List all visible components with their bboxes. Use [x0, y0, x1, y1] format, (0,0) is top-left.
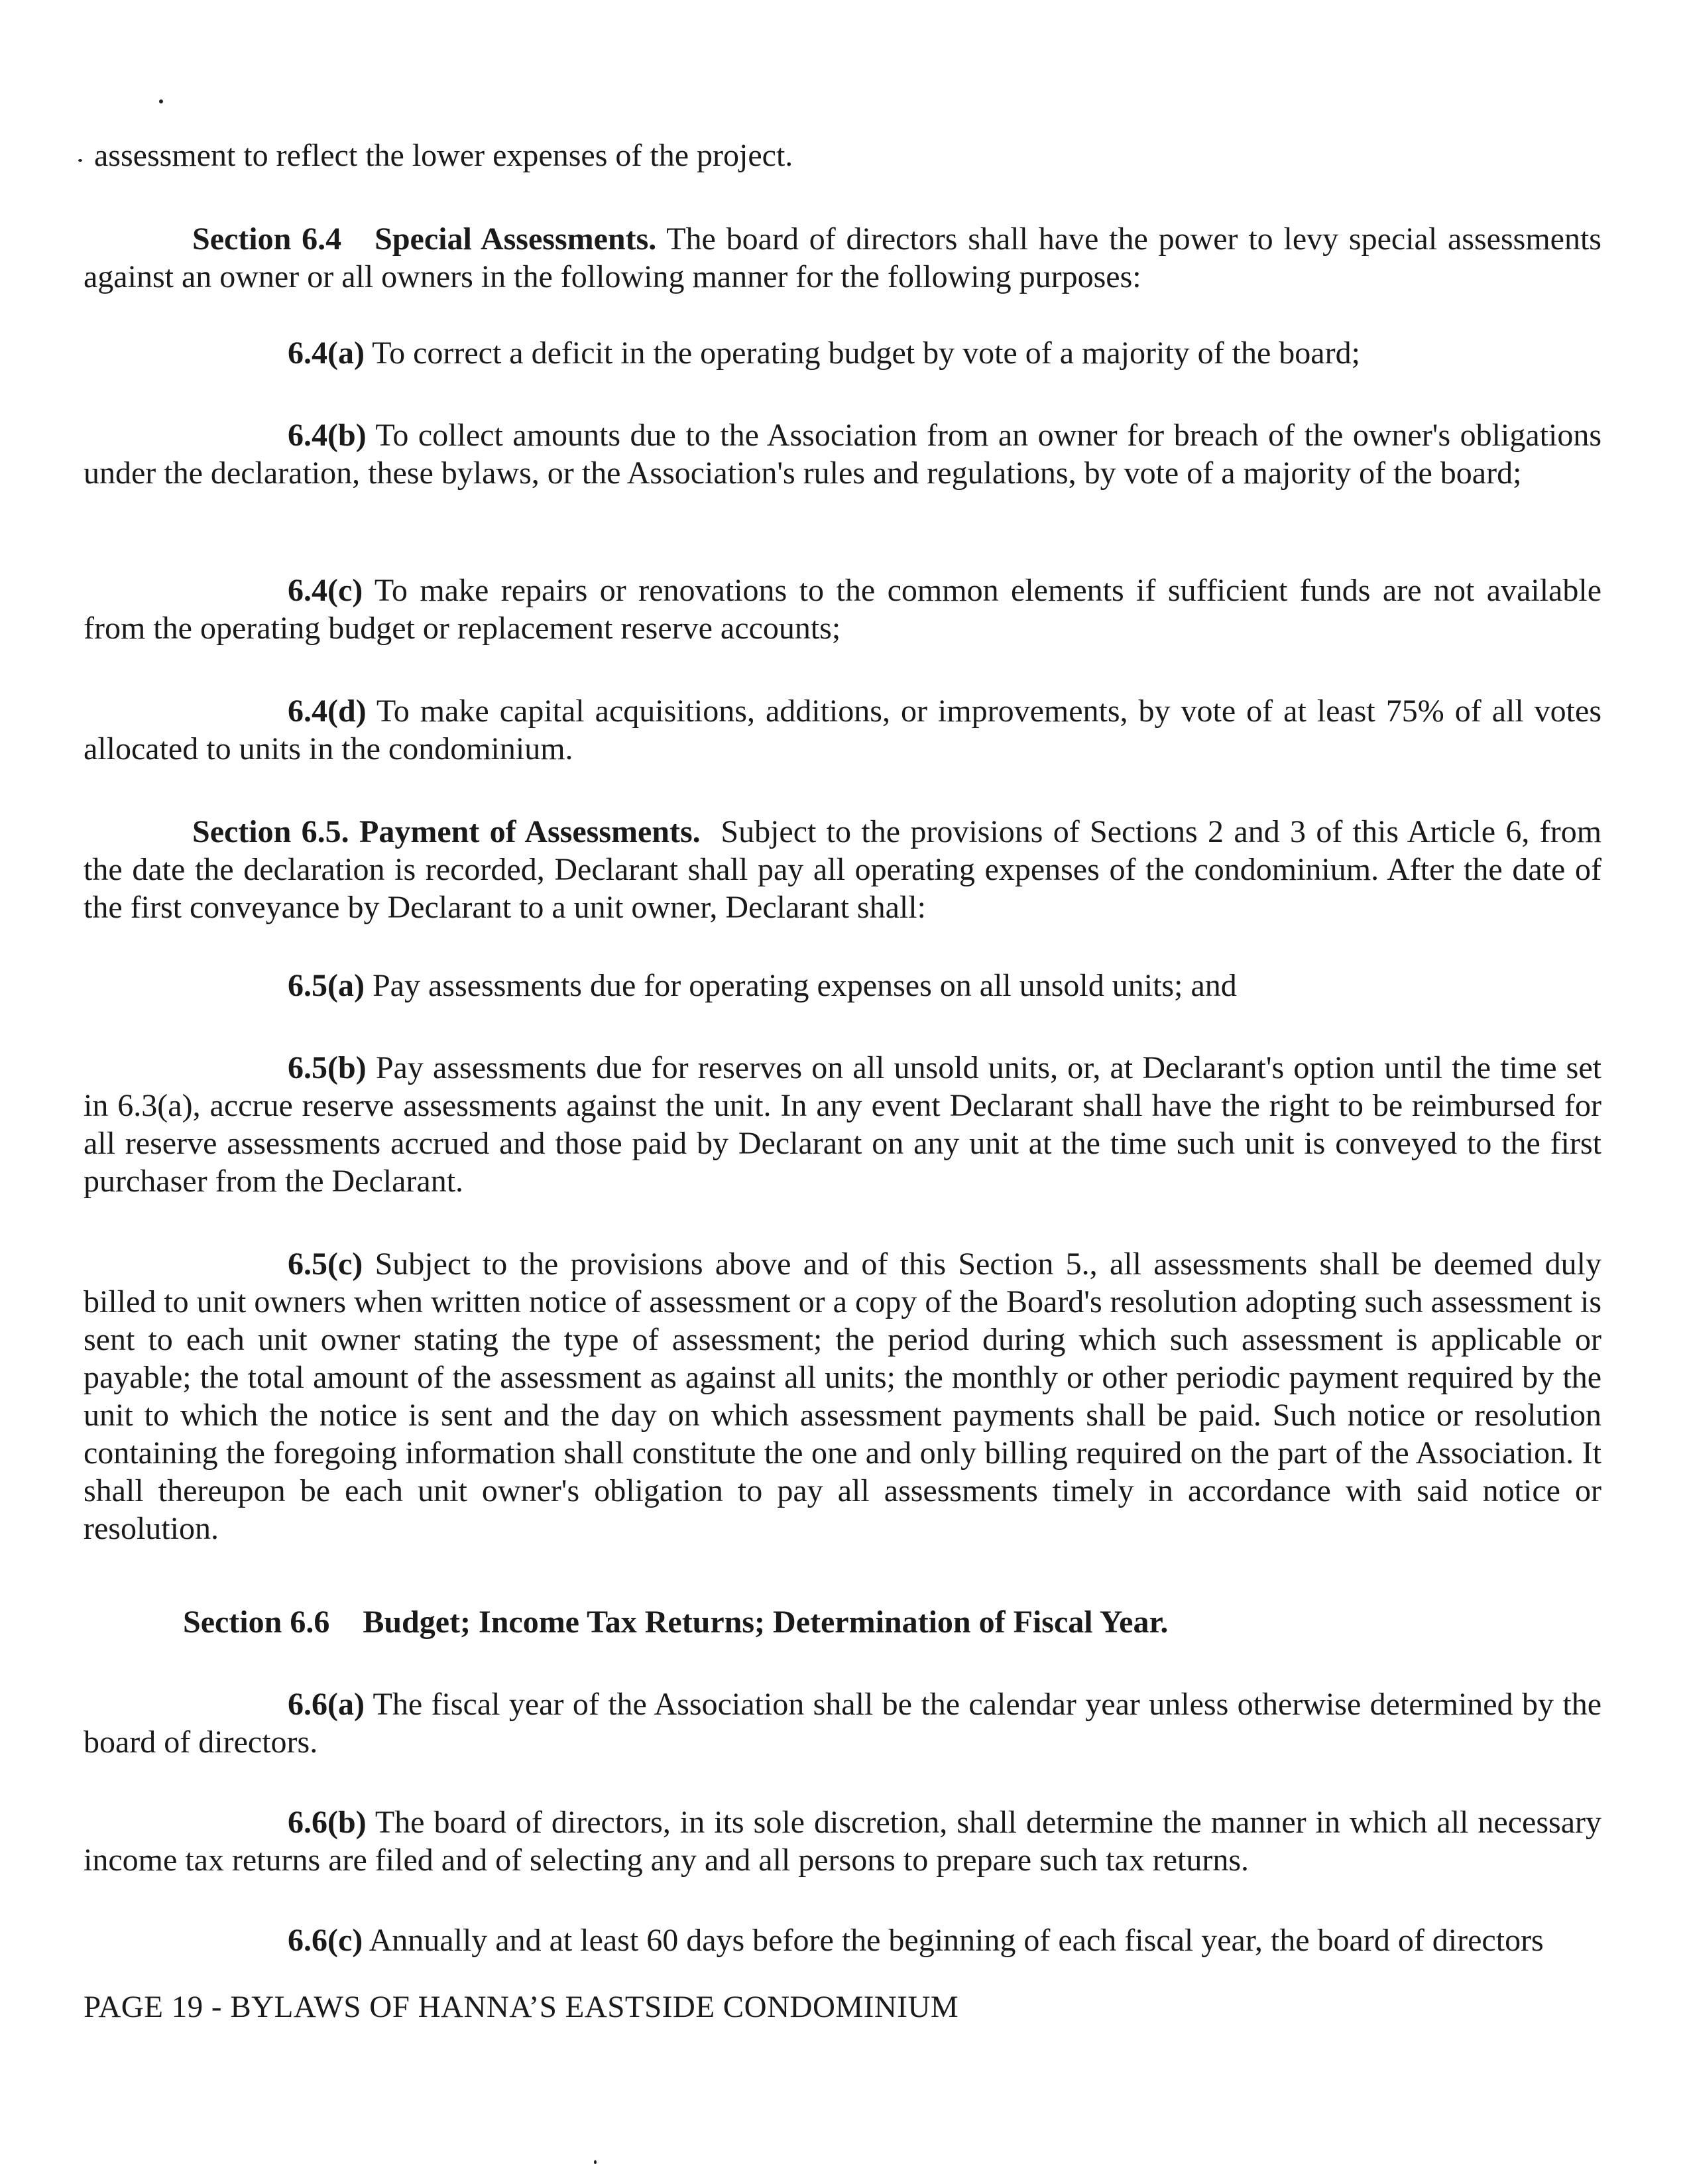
item-6-5-b-paragraph [84, 1049, 1601, 1200]
item-6-6-b-label: 6.6(b) [288, 1805, 367, 1840]
item-6-6-c-paragraph [84, 1921, 1601, 1959]
continuation-text: assessment to reflect the lower expenses of the project. [94, 138, 793, 173]
item-6-6-c-text: Annually and at least 60 days before the beginning of each fiscal year, the board of directors [369, 1923, 1544, 1958]
section-6-4-label: Section 6.4 [192, 221, 342, 257]
item-6-6-c-label: 6.6(c) [288, 1923, 363, 1958]
section-6-4-text: The board of directors shall have the power to levy special assessments against an owner or all owners in the following manner for the following purposes: [84, 221, 1601, 294]
item-6-4-c-label: 6.4(c) [288, 573, 363, 608]
section-6-5-label: Section 6.5. Payment of Assessments. [192, 814, 701, 849]
scan-speck [594, 2160, 597, 2164]
item-6-5-a-text: Pay assessments due for operating expenses on all unsold units; and [372, 968, 1237, 1003]
continuation-paragraph [94, 137, 1612, 174]
section-6-5-text: Subject to the provisions of Sections 2 and 3 of this Article 6, from the date the declaration is recorded, Declarant shall pay all operating expenses of the condominium. After the date of the first conveyance by Declarant to a unit owner, Declarant shall: [84, 814, 1602, 925]
item-6-6-a-label: 6.6(a) [288, 1687, 365, 1722]
item-6-5-a-label: 6.5(a) [288, 968, 365, 1003]
section-6-6-title: Budget; Income Tax Returns; Determination of Fiscal Year. [363, 1605, 1169, 1640]
item-6-4-b-text: To collect amounts due to the Association from an owner for breach of the owner's obligations under the declaration, these bylaws, or the Association's rules and regulations, by vote of a majority of the board; [84, 418, 1602, 491]
item-6-6-b-text: The board of directors, in its sole discretion, shall determine the manner in which all necessary income tax returns are filed and of selecting any and all persons to prepare such tax returns. [84, 1805, 1601, 1878]
item-6-4-c-text: To make repairs or renovations to the common elements if sufficient funds are not available from the operating budget or replacement reserve accounts; [84, 573, 1601, 646]
item-6-5-b-label: 6.5(b) [288, 1050, 367, 1085]
page-footer: PAGE 19 - BYLAWS OF HANNA’S EASTSIDE CONDOMINIUM [84, 1990, 959, 2024]
item-6-6-a-paragraph [84, 1685, 1601, 1761]
section-6-4-paragraph [84, 220, 1601, 296]
item-6-4-a-paragraph [84, 334, 1601, 372]
item-6-4-b-paragraph [84, 416, 1601, 492]
item-6-4-a-text: To correct a deficit in the operating budget by vote of a majority of the board; [372, 335, 1360, 371]
section-6-5-paragraph [84, 813, 1601, 926]
section-6-6-heading [183, 1603, 1168, 1641]
item-6-4-a-label: 6.4(a) [288, 335, 365, 371]
scan-speck [159, 99, 163, 103]
item-6-4-d-label: 6.4(d) [288, 694, 367, 729]
item-6-6-a-text: The fiscal year of the Association shall be the calendar year unless otherwise determined by the board of directors. [84, 1687, 1602, 1760]
item-6-5-b-text: Pay assessments due for reserves on all unsold units, or, at Declarant's option until the time set in 6.3(a), accrue reserve assessments against the unit. In any event Declarant shall have the right to be reimbursed for all reserve assessments accrued and those paid by Declarant on any unit at the time such unit is conveyed to the first purchaser from the Declarant. [84, 1050, 1602, 1199]
item-6-4-c-paragraph [84, 572, 1601, 647]
item-6-5-c-text: Subject to the provisions above and of this Section 5., all assessments shall be deemed duly billed to unit owners when written notice of assessment or a copy of the Board's resolution adopting such assessment is sent to each unit owner stating the type of assessment; the period during which such assessment is applicable or payable; the total amount of the assessment as against all units; the monthly or other periodic payment required by the unit to which the notice is sent and the day on which assessment payments shall be paid. Such notice or resolution containing the foregoing information shall constitute the one and only billing required on the part of the Association. It shall thereupon be each unit owner's obligation to pay all assessments timely in accordance with said notice or resolution. [84, 1246, 1602, 1546]
section-6-4-title: Special Assessments. [375, 221, 657, 257]
item-6-4-d-paragraph [84, 692, 1601, 768]
item-6-4-b-label: 6.4(b) [288, 418, 367, 453]
item-6-5-c-label: 6.5(c) [288, 1246, 363, 1282]
item-6-6-b-paragraph [84, 1803, 1601, 1879]
item-6-4-d-text: To make capital acquisitions, additions, or improvements, by vote of at least 75% of all votes allocated to units in the condominium. [84, 694, 1602, 766]
item-6-5-c-paragraph [84, 1245, 1601, 1547]
scan-speck [78, 159, 82, 162]
section-6-6-label: Section 6.6 [183, 1605, 330, 1640]
item-6-5-a-paragraph [84, 967, 1601, 1004]
